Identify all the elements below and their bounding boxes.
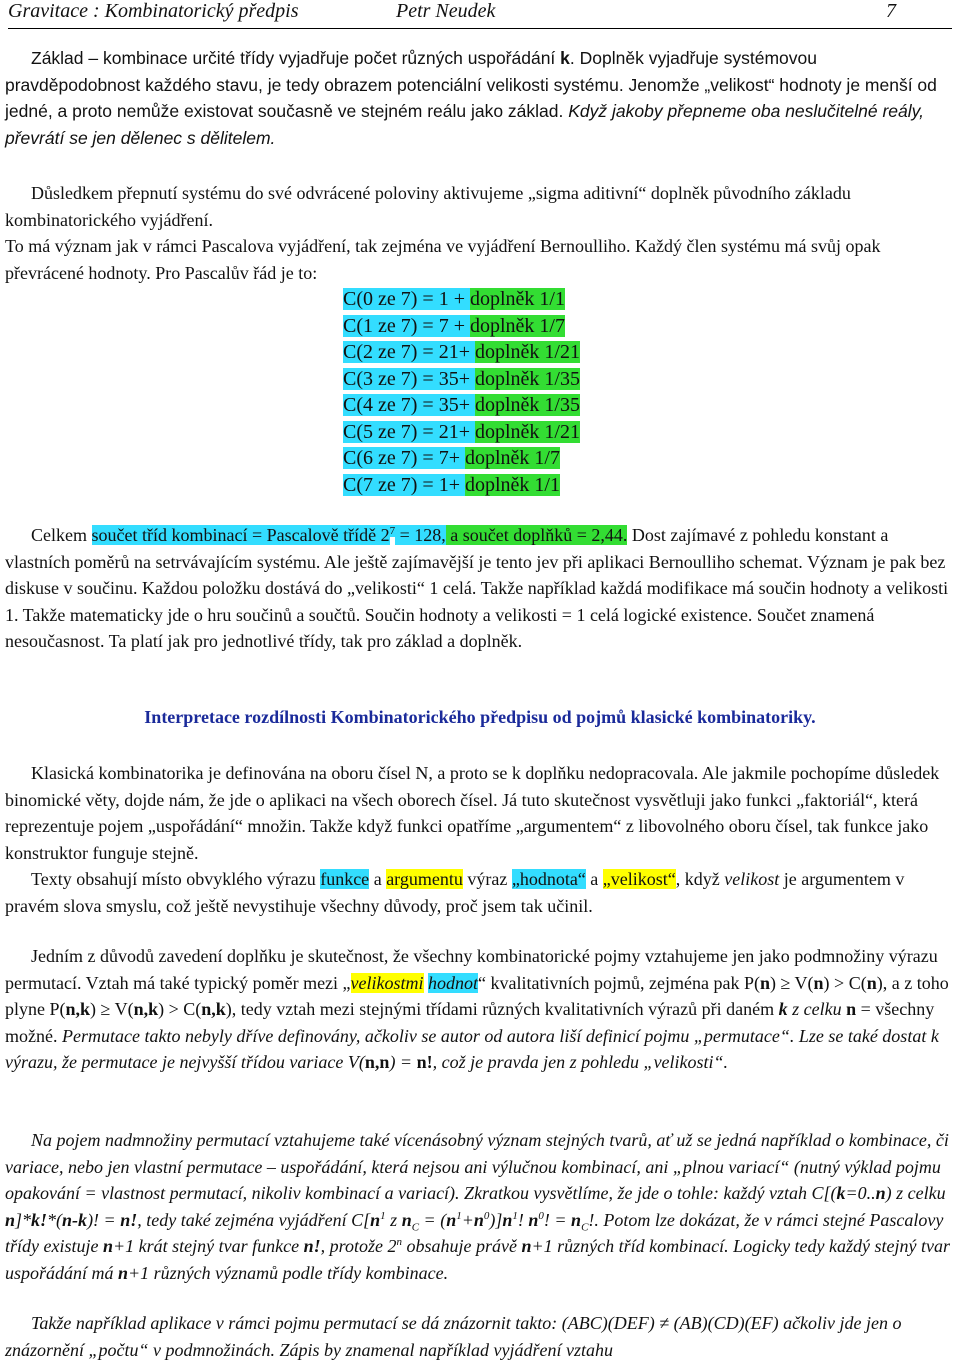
italic-span: Permutace takto nebyly dříve definovány, ačkoliv se autor od autora liší definicí pojmu „permutace“. Lze se také dostat k výrazu, že permutace je nejvyšší třídou variace V( [5, 1025, 939, 1072]
paragraph-basis [5, 45, 955, 151]
page-header [8, 0, 952, 26]
superscript: 1 [456, 1209, 462, 1222]
text-span: Důsledkem přepnutí systému do své odvrácené poloviny aktivujeme „sigma aditivní“ doplněk původního základu kombinatorického vyjádření. [5, 183, 851, 230]
bold-n: n [759, 972, 770, 993]
text-span: a [369, 869, 387, 889]
pascal-plus: + [448, 288, 470, 310]
text-span: “ kvalitativních pojmů, zejména pak P( [478, 972, 760, 993]
italic-span: , což je pravda jen z pohledu „velikosti“. [432, 1052, 729, 1072]
pascal-combination: C(6 ze 7) = 7 [343, 447, 449, 469]
pascal-complement: doplněk 1/1 [464, 473, 560, 496]
text-span: ! = [543, 1209, 572, 1230]
pascal-complement: doplněk 1/7 [464, 447, 560, 469]
subscript: C [411, 1221, 420, 1234]
text-span: z [385, 1209, 402, 1230]
pascal-plus: + [458, 394, 475, 416]
pascal-combination: C(7 ze 7) = 1 [343, 473, 449, 496]
text-span: Dost zajímavé z pohledu konstant a vlastních poměrů na setrvávajícím systému. Ale ještě zajímavější je tento jev při aplikaci Bernoulliho schemat. Význam je pak bez diskuse v součinu. Každou položku dostává do „velikosti“ 1 celá. Takže například každá modifikace má součin hodnoty a velikosti 1. Takže matematicky jde o hru součinů a součtů. Součin hodnoty a velikosti = 1 celá logické existence. Součet znamená nesoučasnost. Ta platí jak pro jednotlivé třídy, tak pro základ a doplněk. [5, 525, 949, 651]
text-span: )! = [87, 1209, 121, 1230]
text-span: Základ – kombinace určité třídy vyjadřuje počet různých uspořádání [31, 48, 561, 68]
pascal-plus: + [458, 367, 475, 390]
bold-var: n [102, 1236, 113, 1256]
bold-var: n [5, 1209, 16, 1230]
bold-var: n [118, 1262, 129, 1283]
bold-n: n [866, 972, 877, 993]
superscript: n [396, 1236, 402, 1248]
text-span: . Doplněk vyjadřuje systémovou pravděpodobnost každého stavu, je tedy obrazem potenciální velikosti systému. Jenomže „velikost“ hodnoty je menší od jedné, a proto nemůže existovat současně ve stejném reálu jako základ. [5, 48, 937, 121]
bold-var: n [401, 1209, 412, 1230]
text-span: ]* [15, 1209, 32, 1230]
text-span: Jedním z důvodů zavedení doplňku je skutečnost, že všechny kombinatorické pojmy vztahujeme jen jako podmnožiny výrazu permutací. Vztah má také typický poměr mezi „ [5, 946, 938, 993]
text-span: = všechny možné. [5, 999, 935, 1046]
pascal-combination: C(3 ze 7) = 35 [343, 367, 459, 390]
pascal-complement: doplněk 1/21 [474, 341, 580, 363]
pascal-complement: doplněk 1/35 [474, 367, 580, 390]
pascal-complement: doplněk 1/7 [469, 314, 565, 337]
pascal-combination: C(0 ze 7) = 1 [343, 288, 449, 310]
text-span: +1 různých tříd kombinací. Logicky tedy každý stejný tvar uspořádání má [5, 1236, 950, 1283]
text-span: obsahuje právě [401, 1236, 522, 1256]
bold-var: n [370, 1209, 381, 1230]
pascal-row [343, 366, 580, 393]
text-span: Klasická kombinatorika je definována na oboru čísel N, a proto se k doplňku nedopracovala. Ale jakmile pochopíme důsledek binomické věty, dojde nám, že jde o aplikaci na všech oborech čísel. Já tuto skutečnost vysvětluji jako funkci „faktoriál“, která reprezentuje pojem „uspořádání“ množin. Takže když funkci opatříme „argumentem“ z libovolného oboru čísel, tak funkce jako konstruktor funguje stejně. [5, 763, 940, 863]
text-span: ! [517, 1209, 529, 1230]
highlight-hodnot: hodnot [428, 972, 479, 993]
text-span: ) z celku [885, 1183, 946, 1203]
text-span: a [585, 869, 603, 889]
bold-n-factorial: n! [416, 1052, 433, 1072]
pascal-combination: C(2 ze 7) = 21 [343, 341, 459, 363]
highlight-sum: součet tříd kombinací = Pascalově třídě 2 [91, 525, 390, 545]
superscript: 1 [512, 1209, 518, 1222]
bold-var: k [836, 1183, 846, 1203]
pascal-complement: doplněk 1/35 [474, 394, 580, 416]
section-heading: Interpretace rozdílnosti Kombinatorického předpisu od pojmů klasické kombinatoriky. [144, 707, 816, 727]
text-span: +1 krát stejný tvar funkce [113, 1236, 304, 1256]
bold-var: n [521, 1236, 532, 1256]
pascal-complement: doplněk 1/1 [469, 288, 565, 310]
pascal-row [343, 472, 580, 499]
header-rule [8, 28, 952, 29]
text-span: ) ≥ V( [769, 972, 814, 993]
text-span: Pro Pascalův řád je to: [155, 262, 318, 283]
highlight-argumentu: argumentu [386, 869, 463, 889]
text-span: + [461, 1209, 474, 1230]
italic-span: z celku [787, 999, 847, 1019]
exponent: 7 [389, 525, 396, 537]
paragraph-permutations [5, 943, 955, 1076]
paragraph-superset [5, 1127, 955, 1286]
pascal-plus: + [458, 341, 475, 363]
highlight-funkce: funkce [320, 869, 370, 889]
highlight-sum: = 128, [395, 525, 446, 545]
bold-nk: n,k [201, 999, 226, 1019]
pascal-row [343, 445, 580, 472]
text-span: , tedy také zejména vyjádření C[ [137, 1209, 371, 1230]
italic-span: ) = [389, 1052, 417, 1072]
text-span: výraz [462, 869, 512, 889]
bold-n: n [846, 999, 857, 1019]
bold-var: n! [120, 1209, 138, 1230]
bold-nn: n,n [364, 1052, 390, 1072]
paragraph-classic [5, 760, 955, 866]
bold-k: k [778, 999, 788, 1019]
text-span: = ( [419, 1209, 447, 1230]
text-span: +1 různých významů podle třídy kombinace. [128, 1262, 449, 1283]
pascal-row [343, 419, 580, 446]
highlight-velikostmi: velikostmi [350, 972, 424, 993]
bold-var: n [571, 1209, 582, 1230]
pascal-plus: + [448, 447, 465, 469]
paragraph-example [5, 1310, 955, 1363]
highlight-hodnota: „hodnota“ [511, 869, 586, 889]
bold-var: n [528, 1209, 539, 1230]
text-span: *( [47, 1209, 63, 1230]
document-title: Gravitace : Kombinatorický předpis [8, 0, 299, 22]
italic-span: velikost [724, 869, 780, 889]
bold-n: n [813, 972, 824, 993]
pascal-row [343, 286, 580, 313]
pascal-complement: doplněk 1/21 [474, 420, 580, 443]
text-span: , protože 2 [320, 1236, 397, 1256]
pascal-plus: + [448, 314, 470, 337]
bold-var: n [446, 1209, 457, 1230]
bold-var: n-k [62, 1209, 88, 1230]
text-span: je argumentem v pravém slova smyslu, což ještě nevystihuje všechny důvody, proč jsem tak učinil. [5, 869, 905, 916]
text-span: Takže například aplikace v rámci pojmu permutací se dá znázornit takto: (ABC)(DEF) ≠ (AB)(CD)(EF) ačkoliv jde jen o znázornění „počtu“ v podmnožinách. Zápis by znamenal například vyjádření vztahu [5, 1313, 902, 1360]
bold-var: k! [31, 1209, 48, 1230]
paragraph-total [5, 522, 955, 655]
pascal-plus: + [458, 420, 475, 443]
italic-span: Když jakoby přepneme oba neslučitelné reály, převrátí se jen dělenec s dělitelem. [5, 101, 924, 148]
paragraph-texts [5, 866, 955, 919]
pascal-plus: + [448, 473, 465, 496]
highlight-complement-sum: a součet doplňků = 2,44. [445, 525, 628, 545]
highlight-velikost: „velikost“ [602, 869, 676, 889]
bold-nk: n,k [133, 999, 159, 1019]
bold-nk: n,k [65, 999, 91, 1019]
pascal-table [343, 286, 580, 498]
author-name: Petr Neudek [396, 0, 496, 22]
superscript: 1 [380, 1209, 386, 1222]
text-span: , když [675, 869, 725, 889]
text-span: Celkem [31, 525, 92, 545]
text-span: To má význam jak v rámci Pascalova vyjádření, tak zejména ve vyjádření Bernoulliho. Každý člen systému má svůj opak převrácené hodnoty. [5, 236, 881, 283]
superscript: 0 [483, 1209, 490, 1222]
text-span: )] [489, 1209, 503, 1230]
pascal-combination: C(4 ze 7) = 35 [343, 394, 459, 416]
page-number: 7 [886, 0, 896, 22]
superscript: 0 [538, 1209, 544, 1222]
text-span: ) > C( [158, 999, 202, 1019]
text-span: ) ≥ V( [90, 999, 134, 1019]
pascal-row [343, 313, 580, 340]
bold-var: n [473, 1209, 484, 1230]
text-span: ), tedy vztah mezi stejnými třídami různých kvalitativních výrazů při daném [225, 999, 779, 1019]
pascal-row [343, 392, 580, 419]
text-span: ), a z toho plyne P( [5, 972, 949, 1019]
bold-var: n [502, 1209, 513, 1230]
bold-k: k [560, 48, 570, 68]
text-span: Na pojem nadmnožiny permutací vztahujeme také vícenásobný význam stejných tvarů, ať už se jedná například o kombinace, či variace, nebo jen vlastní permutace – uspořádání, která nejsou ani výlučnou kombinací, ani „plnou variací“ (nutný výklad pojmu opakování = vlastnost permutací, nikoliv kombinací a variací). Zkratkou vysvětlíme, že jde o tohle: každý vztah C[( [5, 1130, 949, 1203]
paragraph-sigma [5, 180, 955, 286]
text-span: !. Potom lze dokázat, že v rámci stejné Pascalovy třídy existuje [5, 1209, 944, 1256]
pascal-combination: C(1 ze 7) = 7 [343, 314, 449, 337]
text-span: =0.. [845, 1183, 876, 1203]
bold-var: n! [303, 1236, 321, 1256]
text-span: Texty obsahují místo obvyklého výrazu [31, 869, 321, 889]
bold-var: n [875, 1183, 886, 1203]
pascal-row [343, 339, 580, 366]
subscript: C [581, 1221, 589, 1234]
pascal-combination: C(5 ze 7) = 21 [343, 420, 459, 443]
text-span: ) > C( [823, 972, 867, 993]
